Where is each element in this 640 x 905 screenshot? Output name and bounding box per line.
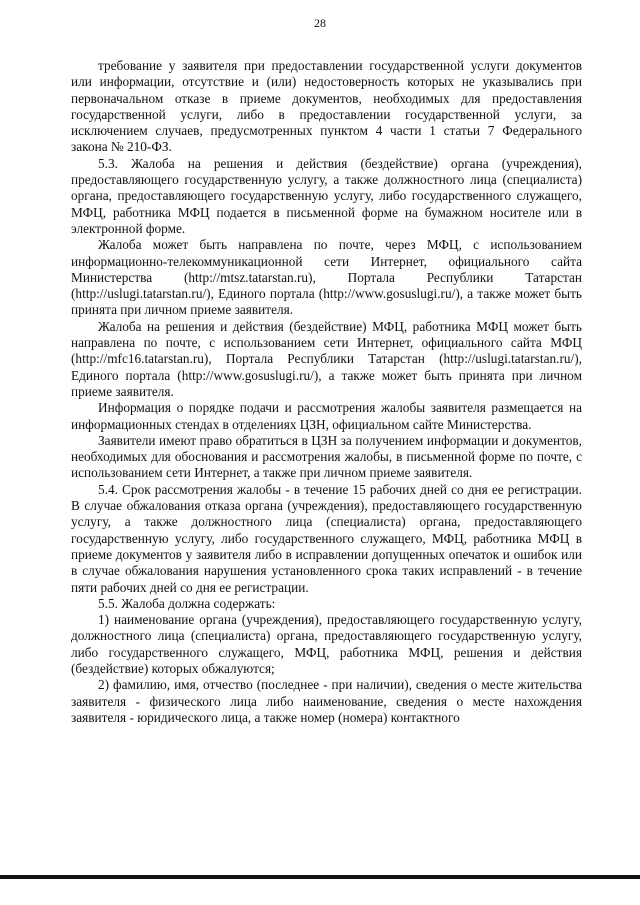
paragraph-applicant-rights: Заявители имеют право обратиться в ЦЗН за получением информации и документов, необходимых для обоснования и рассмотрения жалобы, в письменной форме по почте, с использованием сети Интернет, а также при личном приеме заявителя. <box>71 432 582 481</box>
document-body <box>71 58 582 726</box>
paragraph-5-3: 5.3. Жалоба на решения и действия (бездействие) органа (учреждения), предоставляющего государственную услугу, а также должностного лица (специалиста) органа, предоставляющего государственную услугу, либо государственного служащего, МФЦ, работника МФЦ подается в письменной форме на бумажном носителе или в электронной форме. <box>71 155 582 236</box>
list-item-1: 1) наименование органа (учреждения), предоставляющего государственную услугу, должностного лица (специалиста) органа, предоставляющего государственную услугу, либо государственного служащего, МФЦ, работника МФЦ, решения и действия (бездействие) которых обжалуются; <box>71 612 582 676</box>
paragraph-mail-submission: Жалоба может быть направлена по почте, через МФЦ, с использованием информационно-телекоммуникационной сети Интернет, официального сайта Министерства (http://mtsz.tatarstan.ru), Портала Республики Татарстан (http://uslugi.tatarstan.ru/), Единого портала (http://www.gosuslugi.ru/), а также может быть принята при личном приеме заявителя. <box>71 237 582 318</box>
paragraph-5-4: 5.4. Срок рассмотрения жалобы - в течение 15 рабочих дней со дня ее регистрации. В случае обжалования отказа органа (учреждения), предоставляющего государственную услугу, а также должностного лица (специалиста) органа, предоставляющего государственную услугу, либо государственного служащего, МФЦ, работника МФЦ в приеме документов у заявителя либо в исправлении допущенных опечаток и ошибок или в случае обжалования нарушения установленного срока таких исправлений - в течение пяти рабочих дней со дня ее регистрации. <box>71 481 582 595</box>
paragraph-5-5: 5.5. Жалоба должна содержать: <box>98 595 276 611</box>
scan-edge-bar <box>0 875 640 879</box>
paragraph-information: Информация о порядке подачи и рассмотрения жалобы заявителя размещается на информационных стендах в отделениях ЦЗН, официальном сайте Министерства. <box>71 400 582 432</box>
paragraph-continuation: требование у заявителя при предоставлении государственной услуги документов или информации, отсутствие и (или) недостоверность которых не указывались при первоначальном отказе в приеме документов, необходимых для предоставления государственной услуги, либо в предоставлении государственной услуги, за исключением случаев, предусмотренных пунктом 4 части 1 статьи 7 Федерального закона № 210-ФЗ. <box>71 58 582 155</box>
page-number: 28 <box>314 16 326 30</box>
paragraph-mfc-complaint: Жалоба на решения и действия (бездействие) МФЦ, работника МФЦ может быть направлена по почте, с использованием сети Интернет, официального сайта МФЦ (http://mfc16.tatarstan.ru), Портала Республики Татарстан (http://uslugi.tatarstan.ru/), Единого портала (http://www.gosuslugi.ru/), а также может быть принята при личном приеме заявителя. <box>71 318 582 399</box>
list-item-2: 2) фамилию, имя, отчество (последнее - при наличии), сведения о месте жительства заявителя - физического лица либо наименование, сведения о месте нахождения заявителя - юридического лица, а также номер (номера) контактного <box>71 677 582 725</box>
